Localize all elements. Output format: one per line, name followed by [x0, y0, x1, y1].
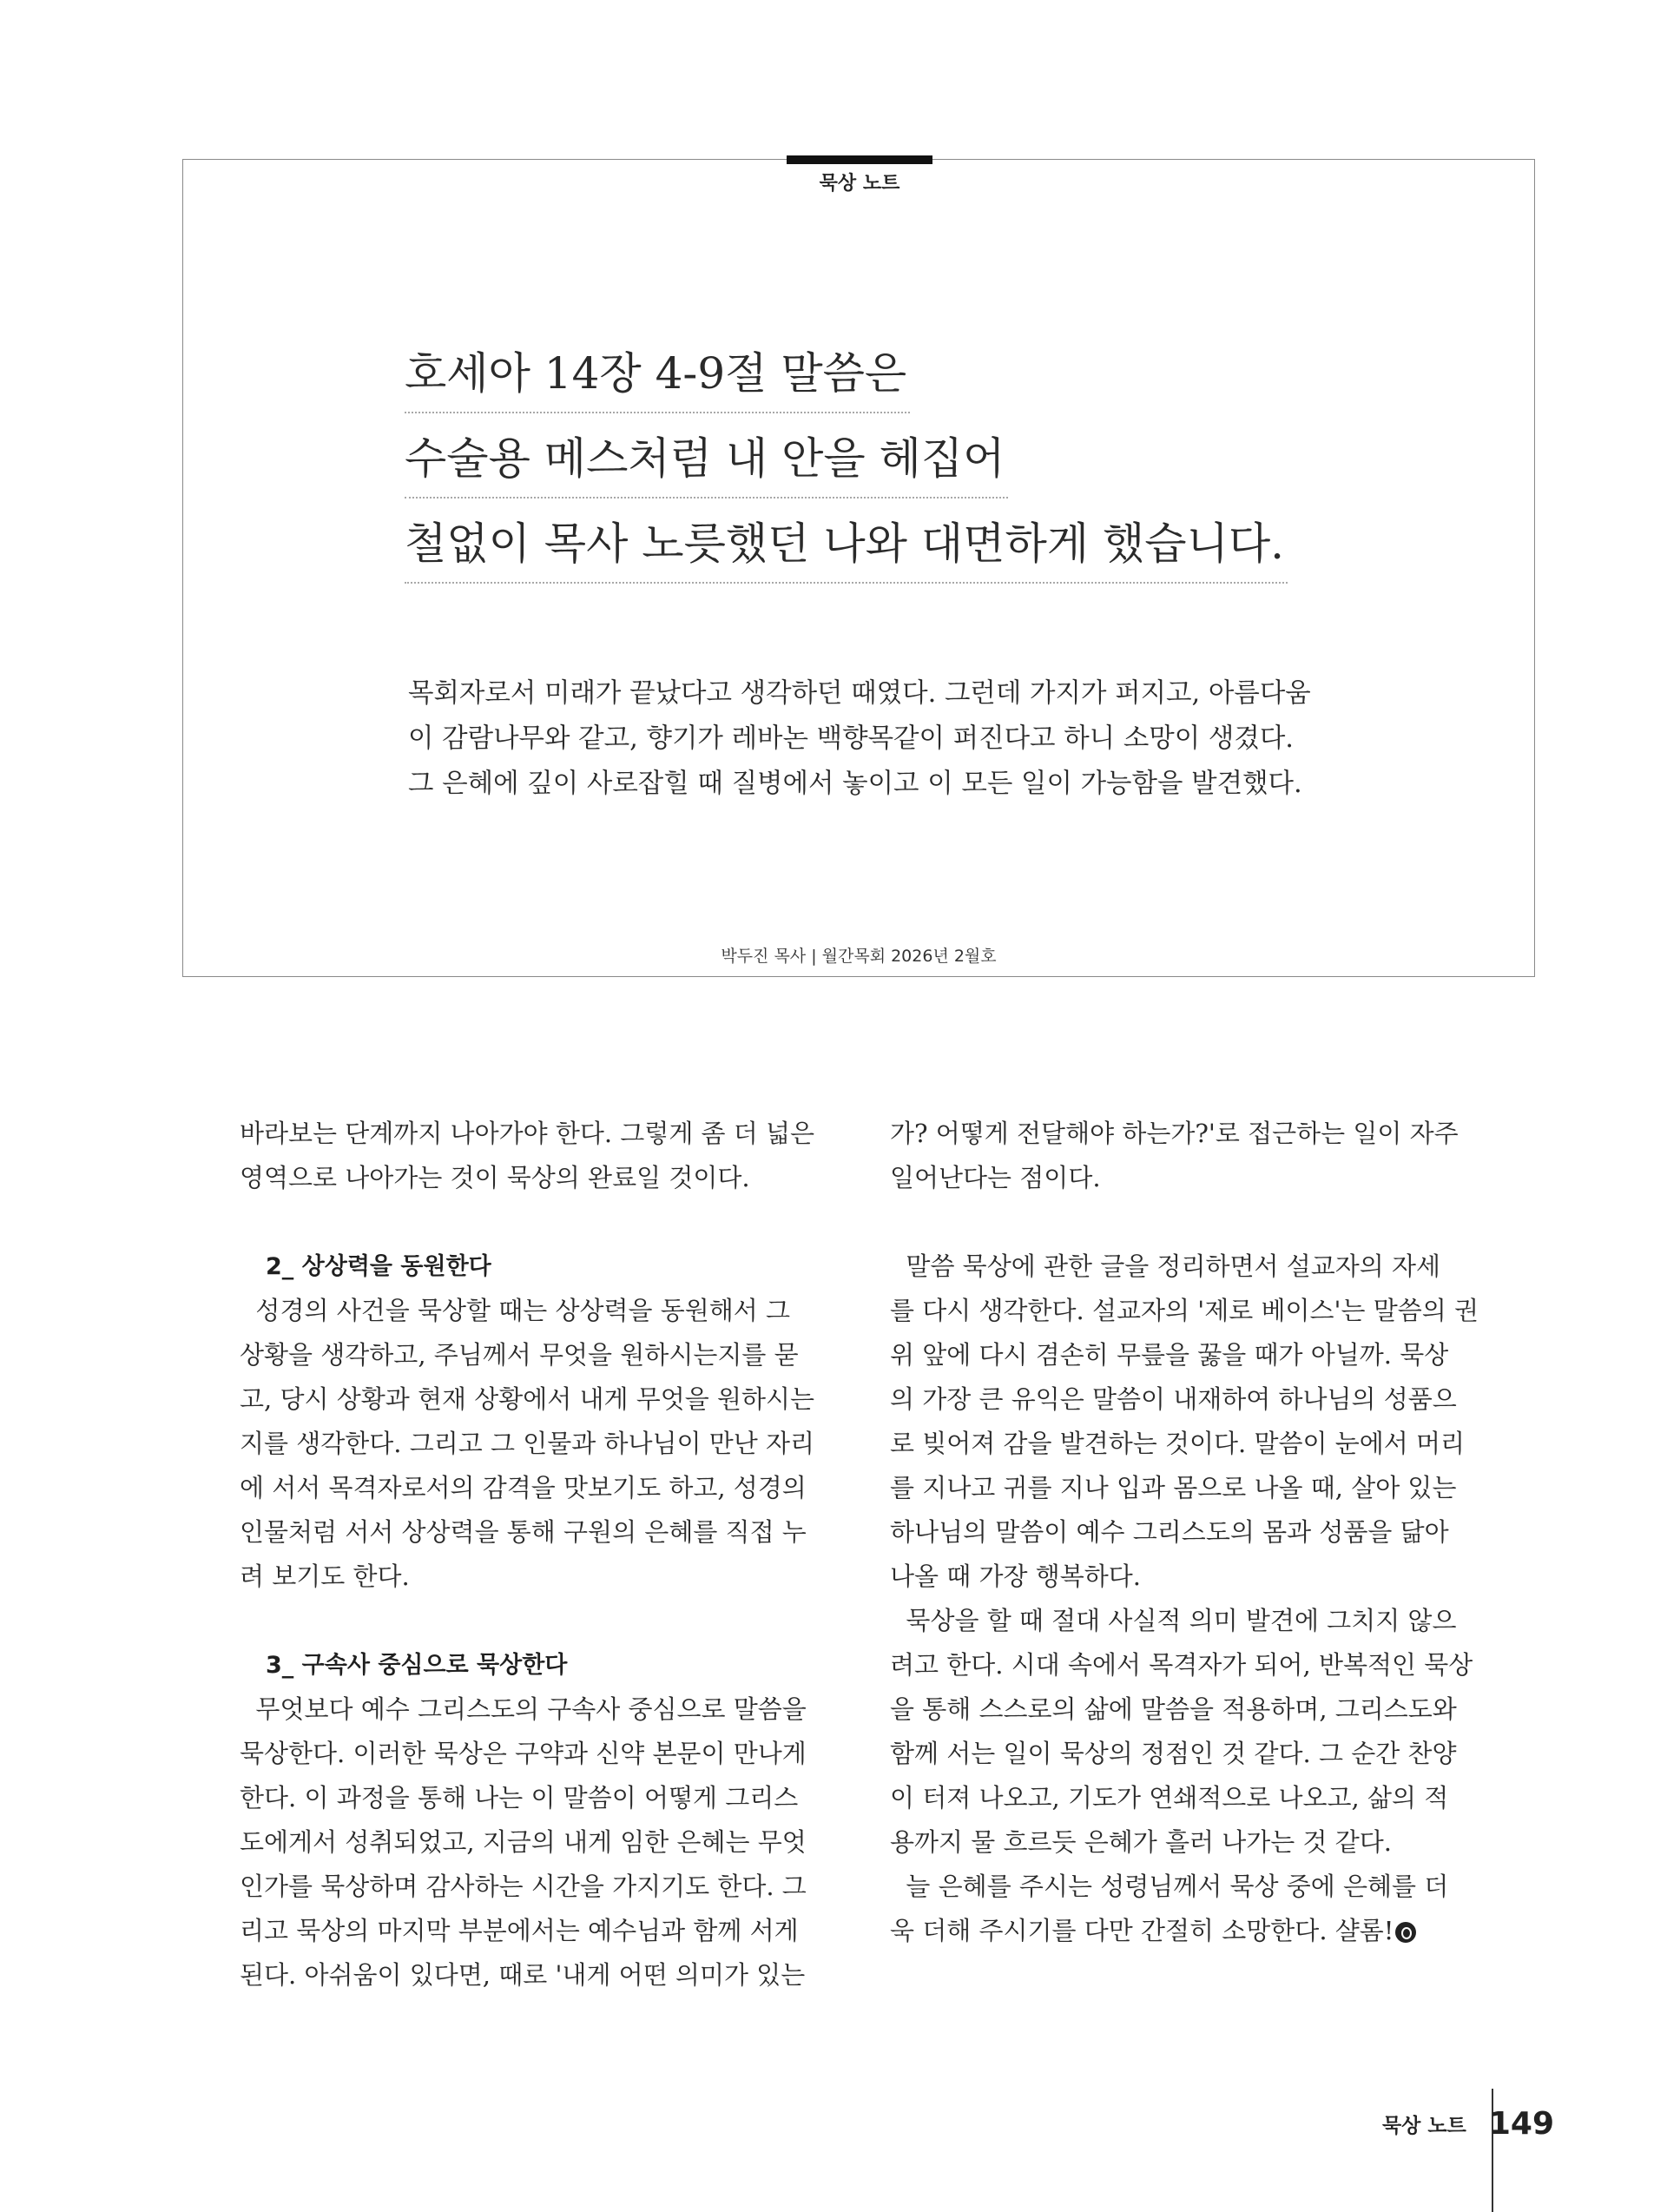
body-line: 인물처럼 서서 상상력을 통해 구원의 은혜를 직접 누	[240, 1517, 807, 1547]
right-column	[890, 1112, 1486, 1953]
body-line: 상황을 생각하고, 주님께서 무엇을 원하시는지를 묻	[240, 1340, 799, 1370]
body-line: 고, 당시 상황과 현재 상황에서 내게 무엇을 원하시는	[240, 1384, 815, 1414]
author-credit: 박두진 목사 | 월간목회 2026년 2월호	[721, 947, 997, 966]
body-line: 위 앞에 다시 겸손히 무릎을 꿇을 때가 아닐까. 묵상	[890, 1340, 1449, 1370]
body-line: 의 가장 큰 유익은 말씀이 내재하여 하나님의 성품으	[890, 1384, 1457, 1414]
box-label: 묵상 노트	[819, 173, 900, 195]
body-line: 려 보기도 한다.	[240, 1562, 410, 1591]
footer-section-label: 묵상 노트	[1381, 2115, 1466, 2137]
body-line: 일어난다는 점이다.	[890, 1163, 1101, 1192]
body-line: 용까지 물 흐르듯 은혜가 흘러 나가는 것 같다.	[890, 1827, 1392, 1857]
body-line: 지를 생각한다. 그리고 그 인물과 하나님이 만난 자리	[240, 1429, 815, 1458]
body-line: 을 통해 스스로의 삶에 말씀을 적용하며, 그리스도와	[890, 1694, 1457, 1724]
body-line: 영역으로 나아가는 것이 묵상의 완료일 것이다.	[240, 1163, 750, 1192]
body-line-last	[890, 1909, 1486, 1953]
section-heading: 2_ 상상력을 동원한다	[266, 1253, 491, 1280]
body-line: 로 빚어져 감을 발견하는 것이다. 말씀이 눈에서 머리	[890, 1429, 1466, 1458]
body-line: 늘 은혜를 주시는 성령님께서 묵상 중에 은혜를 더	[890, 1872, 1449, 1901]
body-line: 리고 묵상의 마지막 부분에서는 예수님과 함께 서게	[240, 1916, 799, 1945]
page-footer	[1354, 2106, 1554, 2142]
headline-line: 철없이 목사 노릇했던 나와 대면하게 했습니다.	[405, 518, 1288, 584]
body-line: 도에게서 성취되었고, 지금의 내게 임한 은혜는 무엇	[240, 1827, 807, 1857]
body-line: 나올 때 가장 행복하다.	[890, 1562, 1141, 1591]
box-tab-bar	[787, 155, 932, 164]
body-line: 무엇보다 예수 그리스도의 구속사 중심으로 말씀을	[240, 1694, 807, 1724]
body-line: 성경의 사건을 묵상할 때는 상상력을 동원해서 그	[240, 1296, 791, 1325]
body-line: 인가를 묵상하며 감사하는 시간을 가지기도 한다. 그	[240, 1872, 807, 1901]
body-line: 를 다시 생각한다. 설교자의 '제로 베이스'는 말씀의 권	[890, 1296, 1479, 1325]
page-number: 149	[1488, 2106, 1554, 2142]
body-line: 하나님의 말씀이 예수 그리스도의 몸과 성품을 닮아	[890, 1517, 1449, 1547]
headline-line: 수술용 메스처럼 내 안을 헤집어	[405, 432, 1008, 499]
body-line: 말씀 묵상에 관한 글을 정리하면서 설교자의 자세	[890, 1251, 1441, 1281]
lead-paragraph	[408, 671, 1354, 807]
body-line: 묵상을 할 때 절대 사실적 의미 발견에 그치지 않으	[890, 1606, 1457, 1635]
body-line: 된다. 아쉬움이 있다면, 때로 '내게 어떤 의미가 있는	[240, 1960, 806, 1990]
body-line: 이 터져 나오고, 기도가 연쇄적으로 나오고, 삶의 적	[890, 1783, 1449, 1813]
body-line: 에 서서 목격자로서의 감격을 맛보기도 하고, 성경의	[240, 1473, 807, 1502]
body-line: 려고 한다. 시대 속에서 목격자가 되어, 반복적인 묵상	[890, 1650, 1473, 1680]
body-line: 한다. 이 과정을 통해 나는 이 말씀이 어떻게 그리스	[240, 1783, 799, 1813]
section-heading: 3_ 구속사 중심으로 묵상한다	[266, 1652, 568, 1679]
body-line: 바라보는 단계까지 나아가야 한다. 그렇게 좀 더 넓은	[240, 1119, 815, 1148]
body-line: 묵상한다. 이러한 묵상은 구약과 신약 본문이 만나게	[240, 1739, 807, 1768]
lead-line: 목회자로서 미래가 끝났다고 생각하던 때였다. 그런데 가지가 퍼지고, 아름다움	[408, 678, 1311, 709]
body-line: 가? 어떻게 전달해야 하는가?'로 접근하는 일이 자주	[890, 1119, 1459, 1148]
lead-line: 이 감람나무와 같고, 향기가 레바논 백향목같이 퍼진다고 하니 소망이 생겼다.	[408, 723, 1294, 754]
headline	[405, 347, 1288, 603]
church-end-icon	[1395, 1922, 1416, 1943]
headline-line: 호세아 14장 4-9절 말씀은	[405, 347, 910, 413]
body-line-text: 욱 더해 주시기를 다만 간절히 소망한다. 샬롬!	[890, 1916, 1394, 1945]
lead-line: 그 은혜에 깊이 사로잡힐 때 질병에서 놓이고 이 모든 일이 가능함을 발견했다.	[408, 769, 1302, 799]
body-line: 함께 서는 일이 묵상의 정점인 것 같다. 그 순간 찬양	[890, 1739, 1457, 1768]
body-line: 를 지나고 귀를 지나 입과 몸으로 나올 때, 살아 있는	[890, 1473, 1457, 1502]
left-column	[240, 1112, 835, 1997]
